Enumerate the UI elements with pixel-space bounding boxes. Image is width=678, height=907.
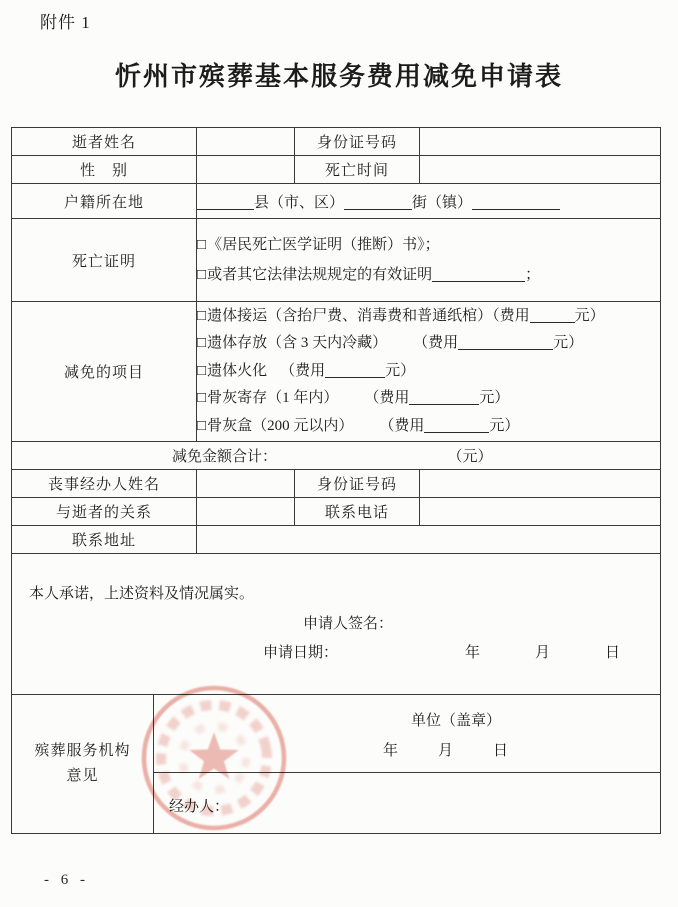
fee-label: （费用 xyxy=(280,362,326,379)
organizer-name-value-cell xyxy=(197,470,295,498)
fee-blank xyxy=(325,362,385,378)
street-suffix: 街（镇） xyxy=(412,194,473,211)
county-suffix: 县（市、区） xyxy=(254,194,345,211)
deceased-id-value-cell xyxy=(420,128,661,156)
operator-label: 经办人： xyxy=(169,799,230,815)
death-cert-label: 死亡证明 xyxy=(12,219,197,302)
death-cert-option xyxy=(197,230,660,260)
table-row xyxy=(12,442,661,470)
death-cert-option xyxy=(197,260,660,290)
deceased-id-label: 身份证号码 xyxy=(295,128,420,156)
table-row xyxy=(12,498,661,526)
residence-value-cell xyxy=(197,184,661,219)
unit-seal-label: 单位（盖章） xyxy=(411,713,502,729)
table-row xyxy=(12,184,661,219)
table-row xyxy=(12,695,661,834)
waiver-items-label: 减免的项目 xyxy=(12,302,197,442)
checkbox-icon: □ xyxy=(197,417,207,434)
street-blank xyxy=(344,194,412,210)
month-label: 月 xyxy=(535,645,551,661)
agency-operator-area xyxy=(154,773,660,833)
deceased-name-label: 逝者姓名 xyxy=(12,128,197,156)
gender-value-cell xyxy=(197,156,295,184)
fee-unit: 元） xyxy=(385,362,416,379)
fee-blank xyxy=(458,334,553,350)
waiver-item-text: 遗体接运（含抬尸费、消毒费和普通纸棺） xyxy=(207,307,493,324)
waiver-item-text: 遗体火化 xyxy=(207,362,268,379)
summary-total-label: 减免金额合计： xyxy=(172,449,278,465)
checkbox-icon: □ xyxy=(197,267,207,283)
fee-label: （费用 xyxy=(379,417,425,434)
waiver-item-text: 骨灰寄存（1 年内） xyxy=(207,390,339,407)
relation-value-cell xyxy=(197,498,295,526)
county-blank xyxy=(197,194,254,210)
fee-blank xyxy=(409,389,479,405)
other-cert-blank xyxy=(432,266,525,282)
agency-opinion-label xyxy=(12,695,154,833)
table-row xyxy=(12,156,661,184)
agency-date-line xyxy=(383,739,508,760)
checkbox-icon: □ xyxy=(197,390,207,407)
table-row xyxy=(12,128,661,156)
death-cert-option-suffix: ； xyxy=(525,267,541,283)
waiver-item-text: 遗体存放（含 3 天内冷藏） xyxy=(207,335,388,352)
organizer-name-label: 丧事经办人姓名 xyxy=(12,470,197,498)
organizer-id-value-cell xyxy=(420,470,661,498)
agency-opinion-cell xyxy=(12,695,661,834)
checkbox-icon: □ xyxy=(197,307,207,324)
day-label: 日 xyxy=(605,645,621,661)
table-row xyxy=(12,470,661,498)
attachment-label: 附件 1 xyxy=(40,13,91,32)
application-form-table xyxy=(11,127,661,834)
residence-label: 户籍所在地 xyxy=(12,184,197,219)
year-label: 年 xyxy=(383,743,399,759)
checkbox-icon: □ xyxy=(197,362,207,379)
death-cert-option-text: 《居民死亡医学证明（推断）书》； xyxy=(207,237,440,253)
fee-unit: 元） xyxy=(574,307,605,324)
fee-blank xyxy=(424,417,489,433)
table-row xyxy=(12,554,661,695)
death-time-label: 死亡时间 xyxy=(295,156,420,184)
waiver-item xyxy=(197,303,660,331)
fee-unit: 元） xyxy=(479,390,510,407)
summary-total-unit: （元） xyxy=(455,449,493,465)
address-label: 联系地址 xyxy=(12,526,197,554)
declaration-cell xyxy=(12,554,661,695)
agency-seal-area xyxy=(154,695,660,773)
waiver-item xyxy=(197,358,660,386)
waiver-item-text: 骨灰盒（200 元以内） xyxy=(207,417,354,434)
fee-unit: 元） xyxy=(553,335,584,352)
form-title: 忻州市殡葬基本服务费用减免申请表 xyxy=(114,62,563,91)
fee-label: （费用 xyxy=(492,307,530,324)
fee-blank xyxy=(530,307,575,323)
deceased-name-value-cell xyxy=(197,128,295,156)
summary-total-cell xyxy=(12,442,661,470)
waiver-item xyxy=(197,385,660,413)
waiver-items-cell xyxy=(197,302,661,442)
death-cert-option-text: 或者其它法律法规规定的有效证明 xyxy=(207,267,433,283)
phone-label: 联系电话 xyxy=(295,498,420,526)
checkbox-icon: □ xyxy=(197,335,207,352)
fee-label: （费用 xyxy=(364,390,410,407)
town-blank xyxy=(472,194,560,210)
waiver-item xyxy=(197,413,660,441)
agency-opinion-label-line2: 意见 xyxy=(66,768,99,784)
waiver-item xyxy=(197,330,660,358)
day-label: 日 xyxy=(493,743,509,759)
address-value-cell xyxy=(197,526,661,554)
table-row xyxy=(12,219,661,302)
checkbox-icon: □ xyxy=(197,237,207,253)
year-label: 年 xyxy=(465,645,481,661)
application-date-label: 申请日期： xyxy=(263,645,339,661)
declaration-promise-text: 本人承诺，上述资料及情况属实。 xyxy=(29,586,255,602)
applicant-signature-label: 申请人签名： xyxy=(303,616,394,632)
fee-label: （费用 xyxy=(413,335,459,352)
death-cert-options-cell xyxy=(197,219,661,302)
table-row xyxy=(12,526,661,554)
death-time-value-cell xyxy=(420,156,661,184)
table-row xyxy=(12,302,661,442)
gender-label: 性 别 xyxy=(12,156,197,184)
organizer-id-label: 身份证号码 xyxy=(295,470,420,498)
page-number: - 6 - xyxy=(44,872,89,888)
relation-label: 与逝者的关系 xyxy=(12,498,197,526)
fee-unit: 元） xyxy=(489,417,520,434)
phone-value-cell xyxy=(420,498,661,526)
agency-opinion-label-line1: 殡葬服务机构 xyxy=(34,743,131,759)
month-label: 月 xyxy=(438,743,454,759)
